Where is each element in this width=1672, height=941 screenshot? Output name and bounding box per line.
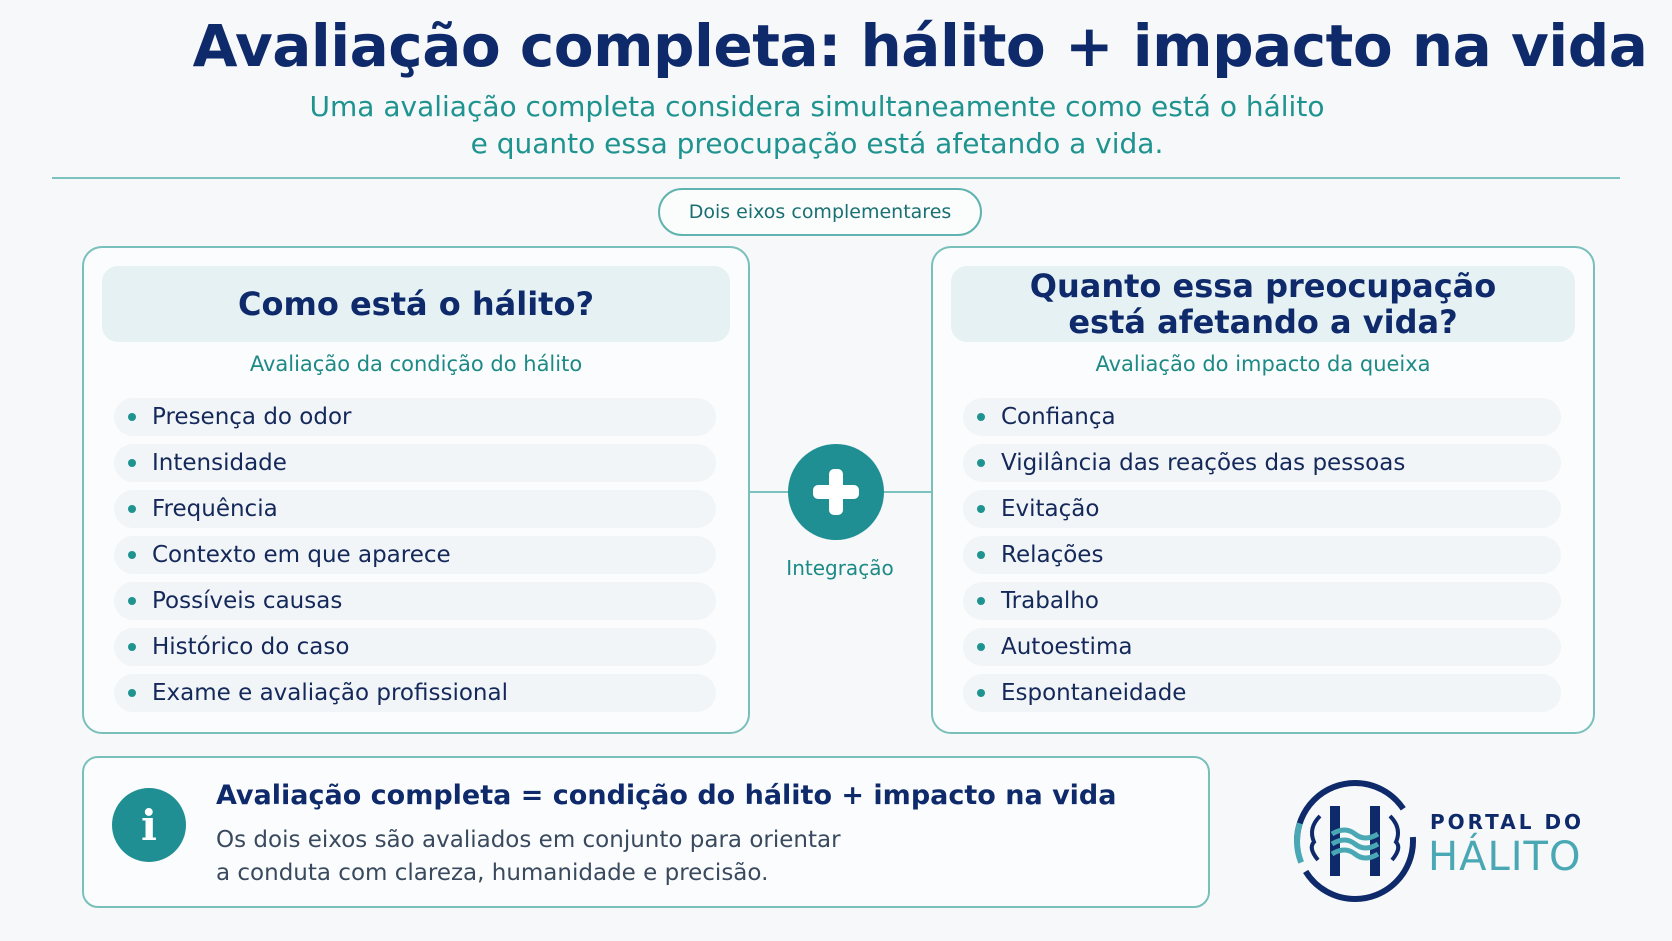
list-item (963, 490, 1561, 528)
list-item-label: Histórico do caso (152, 634, 350, 660)
summary-box (82, 756, 1210, 908)
subtitle-line-2: e quanto essa preocupação está afetando a vida. (470, 127, 1164, 160)
list-item (963, 582, 1561, 620)
bullet-icon (128, 505, 136, 513)
summary-title: Avaliação completa = condição do hálito + impacto na vida (216, 780, 1117, 811)
bullet-icon (128, 643, 136, 651)
summary-text-line-1: Os dois eixos são avaliados em conjunto para orientar (216, 827, 841, 853)
header-divider (52, 177, 1620, 179)
list-item-label: Exame e avaliação profissional (152, 680, 508, 706)
list-item (963, 536, 1561, 574)
logo-text-line-2: HÁLITO (1428, 834, 1582, 880)
bullet-icon (977, 689, 985, 697)
summary-text-line-2: a conduta com clareza, humanidade e precisão. (216, 860, 769, 886)
bullet-icon (128, 459, 136, 467)
list-item-label: Frequência (152, 496, 278, 522)
list-item (114, 674, 716, 712)
axes-badge: Dois eixos complementares (658, 188, 982, 236)
list-item-label: Possíveis causas (152, 588, 343, 614)
life-impact-title (951, 266, 1575, 342)
list-item-label: Confiança (1001, 404, 1116, 430)
list-item (963, 444, 1561, 482)
list-item-label: Vigilância das reações das pessoas (1001, 450, 1406, 476)
life-impact-title-line-1: Quanto essa preocupação (1029, 267, 1497, 305)
bullet-icon (977, 551, 985, 559)
connector-left (750, 491, 790, 493)
bullet-icon (977, 597, 985, 605)
breath-condition-list (114, 398, 716, 720)
list-item-label: Contexto em que aparece (152, 542, 451, 568)
breath-condition-panel (82, 246, 750, 734)
bullet-icon (128, 551, 136, 559)
list-item (114, 398, 716, 436)
bullet-icon (128, 413, 136, 421)
life-impact-panel (931, 246, 1595, 734)
bullet-icon (977, 643, 985, 651)
life-impact-subtitle: Avaliação do impacto da queixa (1095, 352, 1431, 376)
portal-do-halito-logo (1290, 776, 1590, 906)
summary-text (216, 824, 841, 890)
life-impact-list (963, 398, 1561, 720)
bullet-icon (977, 413, 985, 421)
info-icon: i (112, 788, 186, 862)
list-item (114, 582, 716, 620)
logo-text-line-1: PORTAL DO (1430, 810, 1585, 834)
page-subtitle (0, 88, 1634, 162)
list-item (963, 674, 1561, 712)
integration-label: Integração (786, 556, 894, 580)
bullet-icon (977, 459, 985, 467)
page-title: Avaliação completa: hálito + impacto na vida (192, 12, 1648, 80)
life-impact-title-line-2: está afetando a vida? (1068, 303, 1458, 341)
list-item-label: Presença do odor (152, 404, 352, 430)
subtitle-line-1: Uma avaliação completa considera simultaneamente como está o hálito (309, 90, 1325, 123)
bullet-icon (128, 597, 136, 605)
list-item-label: Trabalho (1001, 588, 1099, 614)
list-item-label: Relações (1001, 542, 1104, 568)
list-item-label: Autoestima (1001, 634, 1133, 660)
list-item (114, 628, 716, 666)
list-item (963, 628, 1561, 666)
plus-icon (788, 444, 884, 540)
list-item (114, 490, 716, 528)
list-item-label: Evitação (1001, 496, 1100, 522)
list-item-label: Espontaneidade (1001, 680, 1187, 706)
list-item (114, 444, 716, 482)
breath-condition-subtitle: Avaliação da condição do hálito (249, 352, 583, 376)
breath-condition-title: Como está o hálito? (102, 266, 730, 342)
list-item (963, 398, 1561, 436)
list-item (114, 536, 716, 574)
bullet-icon (977, 505, 985, 513)
list-item-label: Intensidade (152, 450, 287, 476)
bullet-icon (128, 689, 136, 697)
logo-emblem-icon (1290, 776, 1420, 906)
connector-right (882, 491, 932, 493)
